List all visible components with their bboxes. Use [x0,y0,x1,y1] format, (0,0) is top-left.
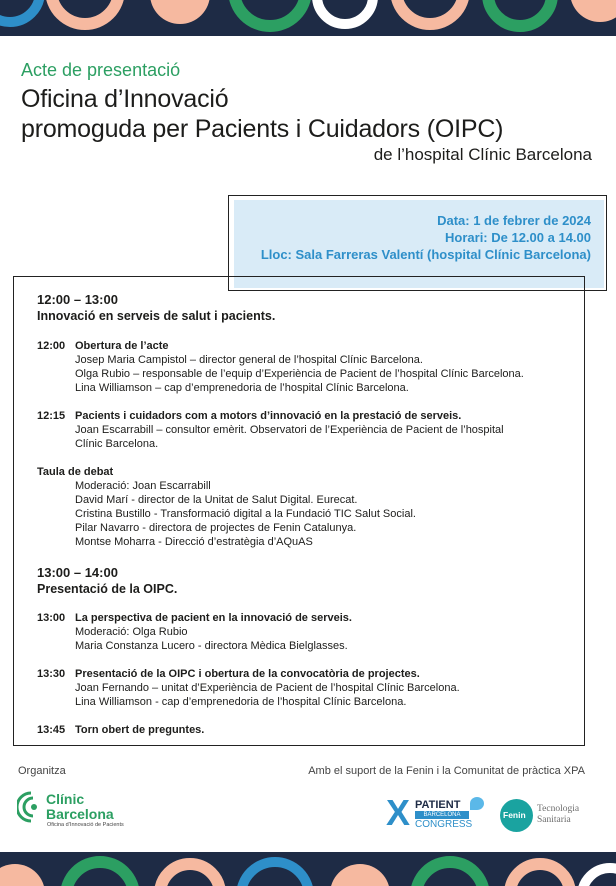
item2-time: 12:15 [37,410,66,422]
item3-line-1: Moderació: Olga Rubio [75,626,188,638]
item1-line-2: Olga Rubio – responsable de l’equip d’Experiència de Pacient de l’hospital Clínic Barcelona. [75,368,524,380]
item1-time: 12:00 [37,340,66,352]
clinic-logo-name [46,792,114,822]
item3-line-2: Maria Constanza Lucero - directora Mèdica Bielglasses. [75,640,348,652]
item4-time: 13:30 [37,668,66,680]
decorative-arc-band [0,0,616,36]
fenin-tagline-2: Sanitaria [537,815,571,825]
item4-title: Presentació de la OIPC i obertura de la convocatòria de projectes. [75,668,420,680]
item5-time: 13:45 [37,724,66,736]
item4-line-1: Joan Fernando – unitat d’Experiència de Pacient de l’hospital Clínic Barcelona. [75,682,460,694]
info-box [234,200,604,288]
page-title [21,84,503,144]
debate-line-2: David Marí - director de la Unitat de Salut Digital. Eurecat. [75,494,358,506]
support-label: Amb el suport de la Fenin i la Comunitat de pràctica XPA [308,765,585,777]
event-type: Acte de presentació [21,60,181,80]
clinic-name-line-2: Barcelona [46,806,114,822]
organizer-label: Organitza [18,765,66,777]
item1-line-1: Josep Maria Campistol – director general de l’hospital Clínic Barcelona. [75,354,423,366]
event-time: Horari: De 12.00 a 14.00 [445,230,591,245]
xpa-logo-congress: CONGRESS [415,819,473,830]
block2-time: 13:00 – 14:00 [37,565,118,580]
debate-line-5: Montse Moharra - Direcció d’estratègia d’AQuAS [75,536,313,548]
item1-line-3: Lina Williamson – cap d’emprenedoria de l’hospital Clínic Barcelona. [75,382,409,394]
event-date: Data: 1 de febrer de 2024 [437,213,591,228]
clinic-office-label: Oficina d’Innovació de Pacients [47,822,124,828]
item3-title: La perspectiva de pacient en la innovació de serveis. [75,612,352,624]
decorative-arc-band [0,852,616,886]
xpa-logo-x: X [386,792,411,833]
debate-title: Taula de debat [37,466,114,478]
item4-line-2: Lina Williamson - cap d’emprenedoria de l’hospital Clínic Barcelona. [75,696,407,708]
xpa-logo-patient: PATIENT [415,799,461,811]
xpa-logo-barcelona: BARCELONA [415,811,469,819]
bottom-decorative-band [0,852,616,886]
item1-title: Obertura de l’acte [75,340,169,352]
title-line-1: Oficina d’Innovació [21,85,229,113]
item2-line-1: Joan Escarrabill – consultor emèrit. Observatori de l’Experiència de Pacient de l’hospital [75,424,504,436]
block1-time: 12:00 – 13:00 [37,292,118,307]
program-box [13,276,585,746]
item5-title: Torn obert de preguntes. [75,724,205,736]
fenin-tagline-1: Tecnologia [537,804,580,814]
event-place: Lloc: Sala Farreras Valentí (hospital Clínic Barcelona) [260,247,591,262]
title-line-2: promoguda per Pacients i Cuidadors (OIPC) [21,115,504,143]
fenin-logo-name: Fenin [503,810,526,820]
item2-line-2: Clínic Barcelona. [75,438,159,450]
speech-bubble-icon [470,797,484,810]
fenin-tagline [537,804,579,826]
debate-line-4: Pilar Navarro - directora de projectes de Fenin Catalunya. [75,522,357,534]
item3-time: 13:00 [37,612,66,624]
top-decorative-band [0,0,616,36]
title-subline: de l’hospital Clínic Barcelona [373,145,592,164]
debate-line-1: Moderació: Joan Escarrabill [75,480,211,492]
item2-title: Pacients i cuidadors com a motors d’innovació en la prestació de serveis. [75,410,462,422]
block1-title: Innovació en serveis de salut i pacients. [37,309,276,323]
block2-title: Presentació de la OIPC. [37,582,178,596]
debate-line-3: Cristina Bustillo - Transformació digital a la Fundació TIC Salut Social. [75,508,416,520]
clinic-name-line-1: Clínic [46,791,85,807]
